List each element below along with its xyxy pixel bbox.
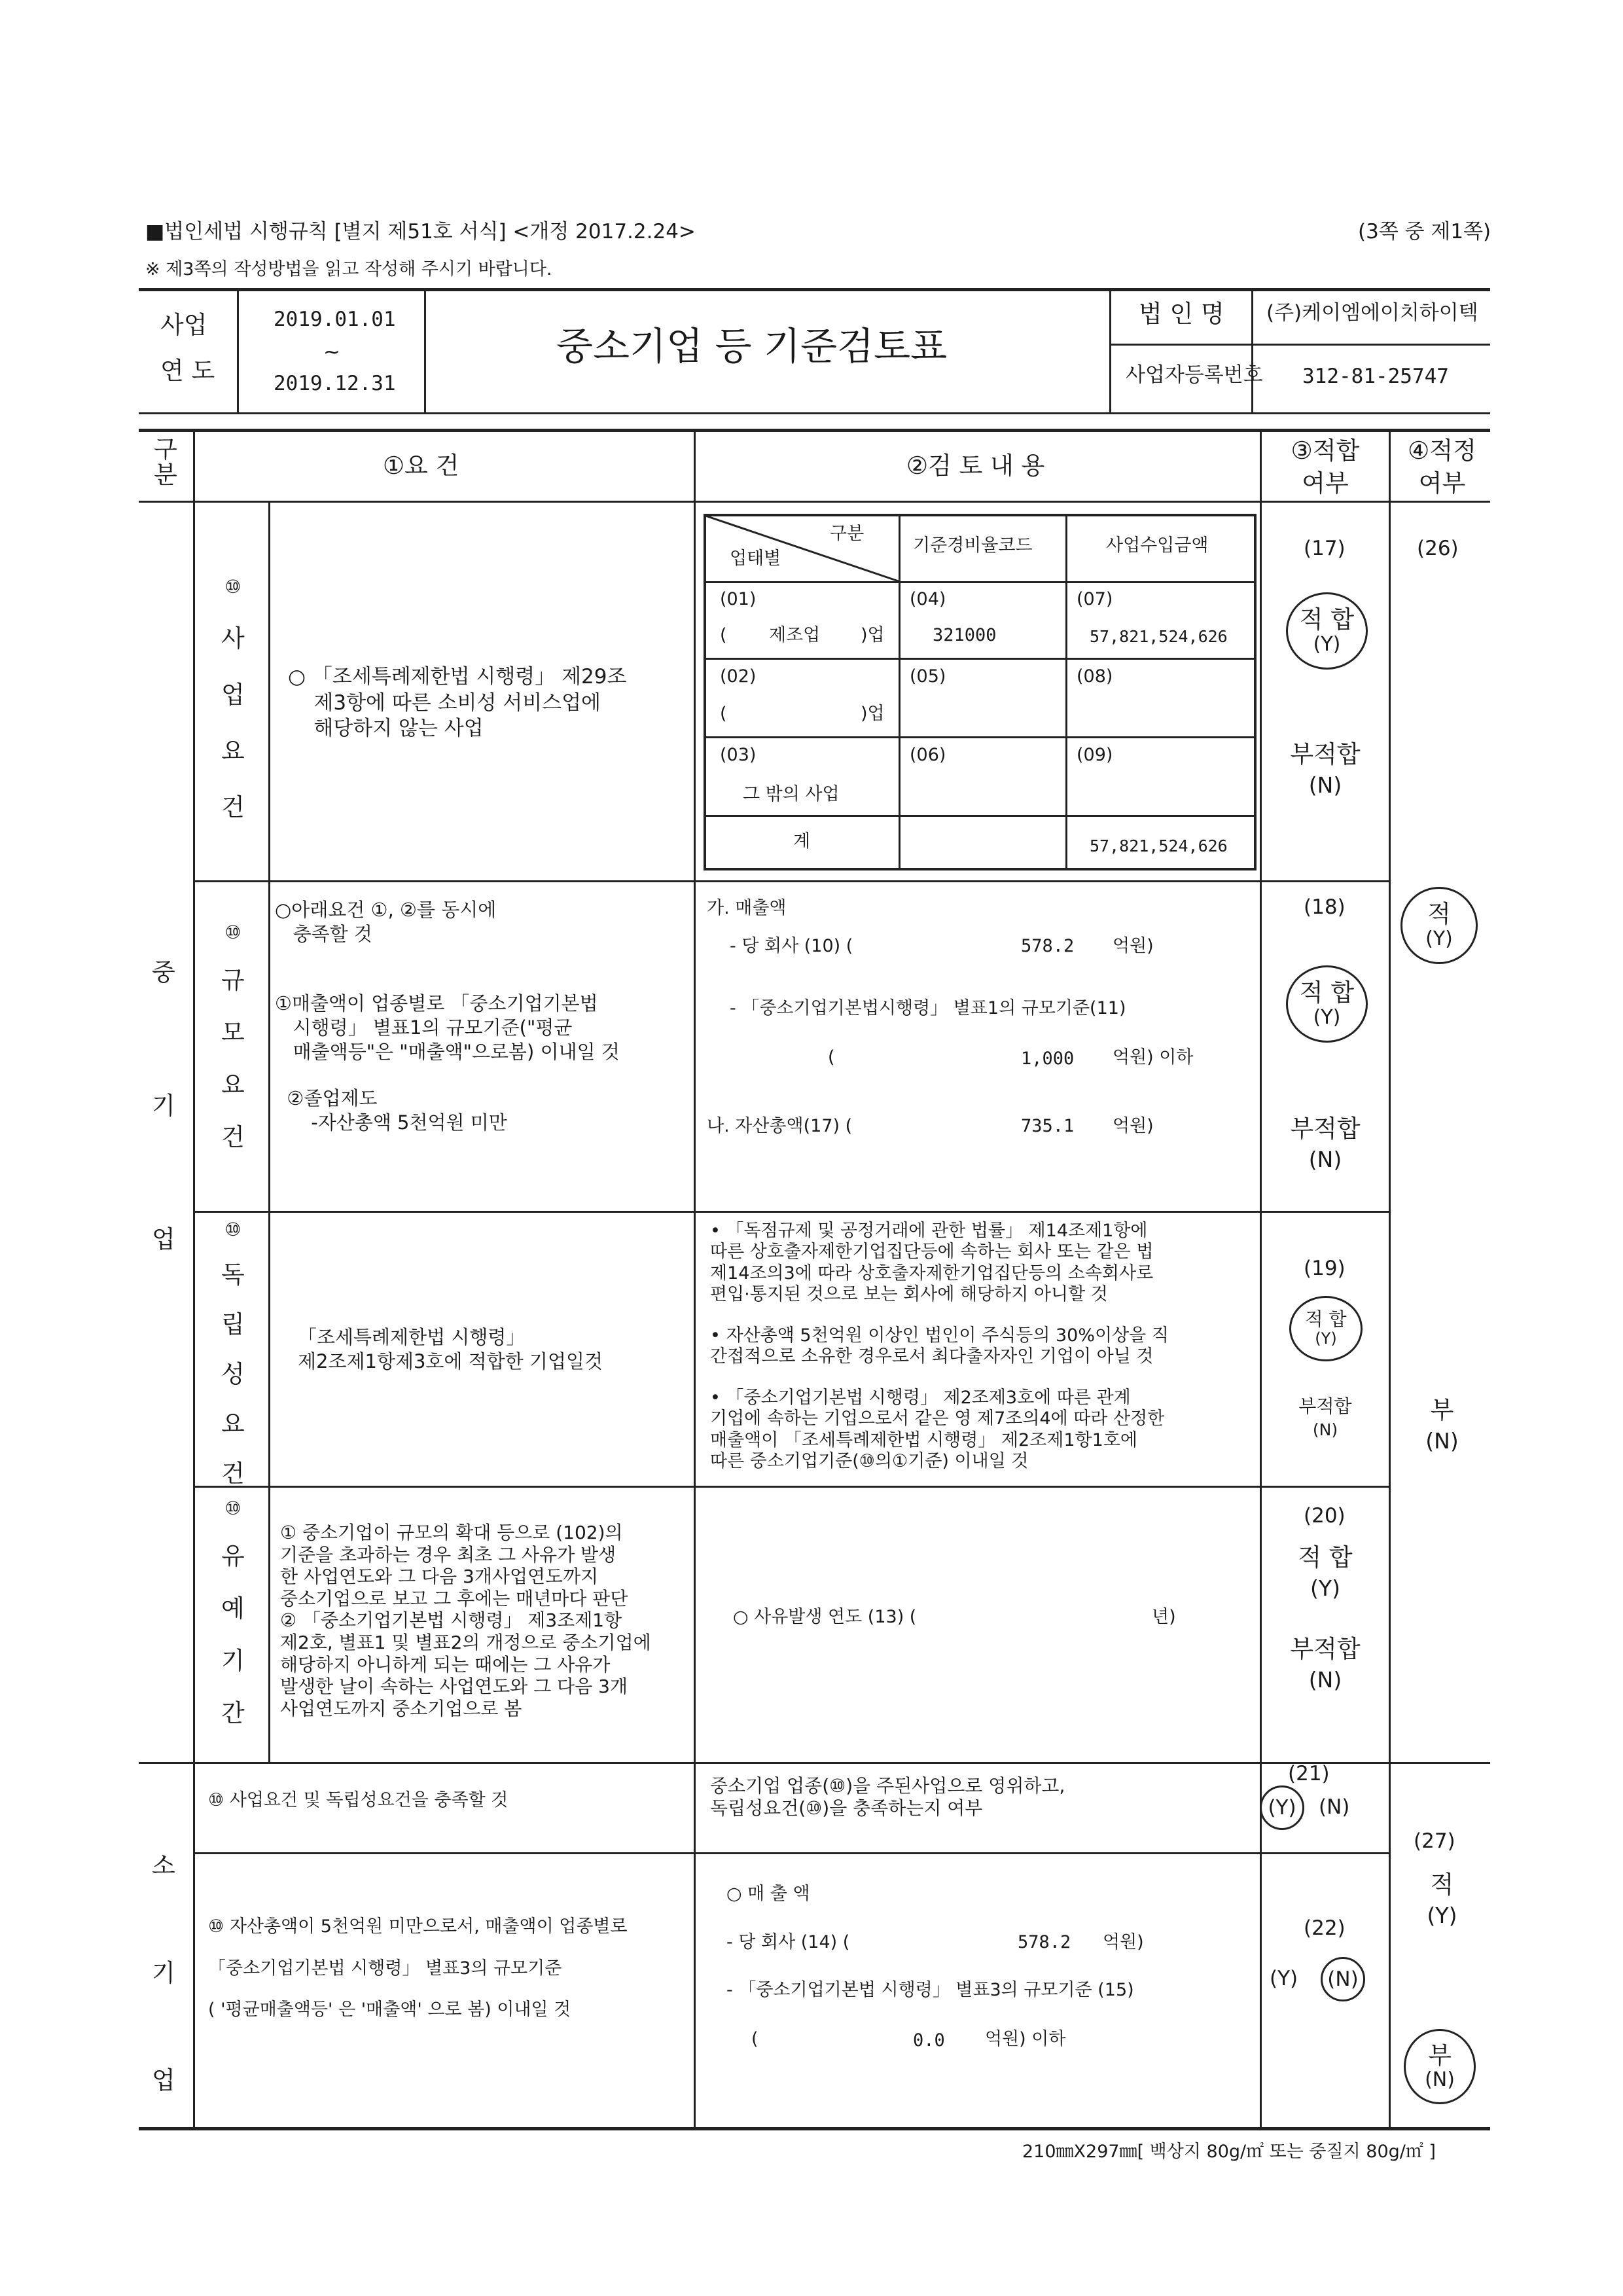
row3-num-06: (06) xyxy=(910,745,946,765)
biz-no: 312-81-25747 xyxy=(1302,365,1449,388)
grid-line xyxy=(193,429,195,2127)
sec105-fit-no: (21) xyxy=(1288,1762,1330,1785)
row3-num-09: (09) xyxy=(1077,745,1113,765)
sec102-na-val: 735.1 xyxy=(1021,1116,1075,1136)
sec105-fit-n: (N) xyxy=(1319,1795,1350,1819)
grid-line xyxy=(1389,429,1391,2127)
sec106-rev-3: - 「중소기업기본법 시행령」 별표3의 규모기준 (15) xyxy=(726,1980,1134,2000)
sec103-bullet-2: • 자산총액 5천억원 이상인 법인이 주식등의 30%이상을 직 간접적으로 소유한 경우로서 최다출자자인 기업이 아닐 것 xyxy=(710,1325,1169,1367)
row1-num-04: (04) xyxy=(910,589,946,609)
proper-selected-circle: 부 (N) xyxy=(1404,2029,1476,2104)
sec103-label: ⑩ 독 립 성 요 건 xyxy=(221,1219,245,1488)
grid-line xyxy=(704,815,1257,817)
sec102-na-unit: 억원) xyxy=(1113,1116,1154,1136)
title-divider xyxy=(1109,344,1490,346)
sec104-review: ○ 사유발생 연도 (13) ( xyxy=(733,1607,917,1627)
fit-selected-circle: 적 합 (Y) xyxy=(1289,1296,1363,1361)
grid-line xyxy=(139,429,1490,432)
side-label-sme: 중 기 업 xyxy=(152,958,175,1253)
sec102-self-val: 578.2 xyxy=(1021,936,1075,956)
sec106-rev-2-unit: 억원) xyxy=(1103,1932,1144,1952)
grid-line xyxy=(193,880,1389,882)
sec101-fit-ng: 부적합 (N) xyxy=(1290,740,1361,798)
row3-other: 그 밖의 사업 xyxy=(743,784,840,804)
sec102-label: ⑩ 규 모 요 건 xyxy=(221,922,245,1151)
sec106-rev-1: ○ 매 출 액 xyxy=(726,1884,810,1904)
grid-line xyxy=(139,2127,1490,2130)
total-amount: 57,821,524,626 xyxy=(1090,836,1228,855)
sec106-rev-4-paren: ( xyxy=(751,2029,758,2049)
row1-num-01: (01) xyxy=(720,589,757,609)
sec106-fit-y: (Y) xyxy=(1270,1967,1298,1990)
fit-selected-circle: 적 합 (Y) xyxy=(1286,965,1368,1043)
total-label: 계 xyxy=(793,831,811,852)
sec104-fit-ok: 적 합 (Y) xyxy=(1298,1543,1353,1601)
sec106-rev-4-unit: 억원) 이하 xyxy=(985,2029,1066,2049)
sec103-fit-ng: 부적합 (N) xyxy=(1298,1395,1352,1439)
sec106-req-3: ( '평균매출액등' 은 '매출액' 으로 봄) 이내일 것 xyxy=(208,2000,571,2020)
sec106-proper-ok: 적 (Y) xyxy=(1427,1871,1457,1928)
sec106-req-1: ⑩ 자산총액이 5천억원 미만으로서, 매출액이 업종별로 xyxy=(208,1916,628,1937)
corp-name: (주)케이엠에이치하이텍 xyxy=(1266,301,1478,325)
row2-num-02: (02) xyxy=(720,666,757,687)
date-tilde: ~ xyxy=(323,340,340,364)
sec106-rev-4-val: 0.0 xyxy=(913,2030,945,2051)
sec103-requirement: 「조세특례제한법 시행령」 제2조제1항제3호에 적합한 기업일것 xyxy=(298,1326,603,1373)
sec101-proper-no: (26) xyxy=(1417,537,1459,560)
col-header-gubun: 구 분 xyxy=(154,435,177,489)
sec103-bullet-1: • 「독점규제 및 공정거래에 관한 법률」 제14조제1항에 따른 상호출자제한기업집단등에 속하는 회사 또는 같은 법 제14조의3에 따라 상호출자제한기업집단등의 소속회사로 편입·통지된 것으로 보는 회사에 해당하지 아니할 것 xyxy=(710,1221,1154,1305)
sec102-std-unit: 억원) 이하 xyxy=(1113,1047,1194,1067)
sec102-na: 나. 자산총액(17) ( xyxy=(707,1116,853,1136)
sec102-req-3: ②졸업제도 -자산총액 5천억원 미만 xyxy=(287,1087,507,1134)
sec104-requirement: ① 중소기업이 규모의 확대 등으로 (102)의 기준을 초과하는 경우 최초 그 사유가 발생 한 사업연도와 그 다음 3개사업연도까지 중소기업으로 보고 그 후에는 매년마다 판단 ② 「중소기업기본법 시행령」 제3조제1항 제2호, 별표1 및 별표2의 개정으로 중소기업에 해당하지 아니하게 되는 때에는 그 사유가 발생한 날이 속하는 사업연도와 그 다음 3개 사업연도까지 중소기업으로 봄 xyxy=(280,1522,651,1719)
grid-line xyxy=(268,501,270,1762)
sec106-proper-no: (27) xyxy=(1414,1829,1455,1853)
sec101-label: ⑩ 사 업 요 건 xyxy=(221,576,245,821)
sec104-fit-no: (20) xyxy=(1304,1504,1346,1528)
row1-amount: 57,821,524,626 xyxy=(1090,627,1228,646)
sec102-std-val: 1,000 xyxy=(1021,1049,1075,1069)
grid-line xyxy=(193,1852,1389,1854)
page-info: (3쪽 중 제1쪽) xyxy=(1358,220,1491,243)
sec102-req-1: ○아래요건 ①, ②를 동시에 충족할 것 xyxy=(275,899,497,946)
col-header-review: ②검 토 내 용 xyxy=(906,452,1045,480)
grid-line xyxy=(1260,429,1262,2127)
year-label: 사업 xyxy=(160,311,207,339)
title-divider xyxy=(424,288,426,412)
row3-num-03: (03) xyxy=(720,745,757,765)
year-label: 연 도 xyxy=(160,357,215,385)
tbl-header-gubun: 구분 xyxy=(830,524,865,544)
sec106-rev-2: - 당 회사 (14) ( xyxy=(726,1932,850,1952)
row1-paren: ( xyxy=(720,625,727,645)
sec105-review: 중소기업 업종(⑩)을 주된사업으로 영위하고, 독립성요건(⑩)을 충족하는지 여부 xyxy=(710,1775,1065,1819)
sec102-fit-no: (18) xyxy=(1304,895,1346,919)
sec101-fit-no: (17) xyxy=(1304,537,1346,560)
grid-line xyxy=(193,1211,1389,1213)
row1-num-07: (07) xyxy=(1077,589,1113,609)
sec104-label: ⑩ 유 예 기 간 xyxy=(221,1498,245,1727)
title-divider xyxy=(1109,288,1111,412)
end-date: 2019.12.31 xyxy=(274,372,396,395)
sec102-ga: 가. 매출액 xyxy=(707,898,787,918)
col-header-requirement: ①요 건 xyxy=(383,452,459,480)
start-date: 2019.01.01 xyxy=(274,308,396,331)
grid-line xyxy=(704,658,1257,660)
title-top-border xyxy=(139,288,1490,291)
row2-suffix: )업 xyxy=(861,704,885,724)
proper-selected-circle: 적 (Y) xyxy=(1400,887,1478,964)
title-bottom-border xyxy=(139,412,1490,414)
grid-line xyxy=(139,501,1490,503)
col-header-fit: ③적합 여부 xyxy=(1291,437,1360,497)
sec106-rev-2-val: 578.2 xyxy=(1018,1932,1071,1952)
row1-code: 321000 xyxy=(933,625,997,645)
sec103-fit-no: (19) xyxy=(1304,1257,1346,1280)
fit-selected-circle: 적 합 (Y) xyxy=(1286,592,1368,670)
tbl-header-type: 업태별 xyxy=(730,548,781,569)
sec103-proper: 부 (N) xyxy=(1425,1396,1459,1454)
title-divider xyxy=(237,288,239,412)
sec104-review-unit: 년) xyxy=(1152,1607,1176,1627)
form-reference: ■법인세법 시행규칙 [별지 제51호 서식] <개정 2017.2.24> xyxy=(145,220,696,243)
page-title: 중소기업 등 기준검토표 xyxy=(556,324,948,368)
row2-num-08: (08) xyxy=(1077,666,1113,687)
sec102-std-paren: ( xyxy=(828,1047,835,1067)
sec102-std: - 「중소기업기본법시행령」 별표1의 규모기준(11) xyxy=(730,998,1126,1018)
sec106-req-2: 「중소기업기본법 시행령」 별표3의 규모기준 xyxy=(208,1958,562,1979)
corp-name-label: 법 인 명 xyxy=(1139,300,1224,328)
sec105-requirement: ⑩ 사업요건 및 독립성요건을 충족할 것 xyxy=(208,1790,508,1810)
tbl-header-code: 기준경비율코드 xyxy=(913,535,1033,556)
sec104-fit-ng: 부적합 (N) xyxy=(1290,1635,1361,1693)
notice-text: ※ 제3쪽의 작성방법을 읽고 작성해 주시기 바랍니다. xyxy=(145,259,552,279)
sec102-self-unit: 억원) xyxy=(1113,936,1154,956)
sec102-fit-ng: 부적합 (N) xyxy=(1290,1115,1361,1172)
row2-num-05: (05) xyxy=(910,666,946,687)
sec106-fit-no: (22) xyxy=(1304,1916,1346,1940)
row2-paren: ( xyxy=(720,704,727,724)
grid-line xyxy=(1065,514,1067,870)
grid-line xyxy=(694,429,696,2127)
sec101-requirement: ○ 「조세특례제한법 시행령」 제29조 제3항에 따른 소비성 서비스업에 해당하지 않는 사업 xyxy=(288,665,627,741)
grid-line xyxy=(704,736,1257,738)
tbl-header-amount: 사업수입금액 xyxy=(1106,535,1209,556)
row1-suffix: )업 xyxy=(861,625,885,645)
row1-business: 제조업 xyxy=(769,625,821,645)
biz-no-label: 사업자등록번호 xyxy=(1126,363,1263,387)
sec102-self: - 당 회사 (10) ( xyxy=(730,936,853,956)
title-divider xyxy=(1251,288,1253,412)
sec102-req-2: ①매출액이 업종별로 「중소기업기본법 시행령」 별표1의 규모기준("평균 매출액등"은 "매출액"으로봄) 이내일 것 xyxy=(275,992,620,1064)
fit-n-selected-circle: (N) xyxy=(1321,1957,1365,2001)
side-label-small: 소 기 업 xyxy=(152,1852,175,2094)
sec103-bullet-3: • 「중소기업기본법 시행령」 제2조제3호에 따른 관계 기업에 속하는 기업으로서 같은 영 제7조의4에 따라 산정한 매출액이 「조세특례제한법 시행령」 제2조제1항1호에 따른 중소기업기준(⑩의①기준) 이내일 것 xyxy=(710,1388,1165,1472)
col-header-proper: ④적정 여부 xyxy=(1408,437,1476,497)
grid-line xyxy=(193,1486,1389,1488)
fit-y-selected-circle: (Y) xyxy=(1260,1785,1304,1830)
paper-spec: 210㎜X297㎜[ 백상지 80g/㎡ 또는 중질지 80g/㎡ ] xyxy=(1022,2142,1436,2162)
